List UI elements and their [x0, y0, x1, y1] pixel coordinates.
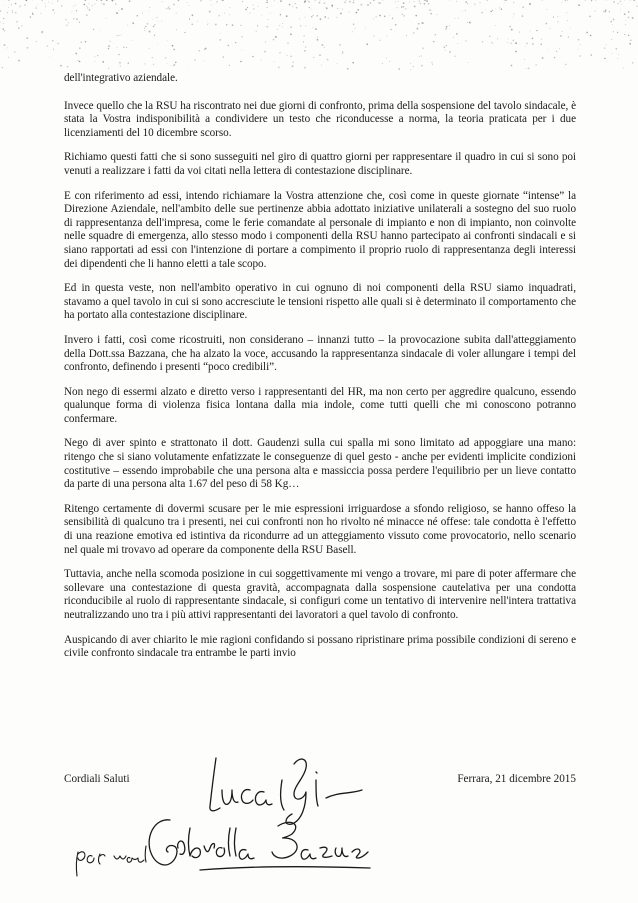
closing-salutation: Cordiali Saluti — [64, 773, 130, 785]
place-date: Ferrara, 21 dicembre 2015 — [457, 773, 576, 785]
paragraph: Auspicando di aver chiarito le mie ragioni confidando si possano ripristinare prima possibile condizioni di sereno e civile confronto sindacale tra entrambe le parti invio — [64, 633, 576, 660]
letter-body — [64, 72, 576, 672]
paragraph: Non nego di essermi alzato e diretto verso i rappresentanti del HR, ma non certo per aggredire qualcuno, essendo qualunque forma di violenza fisica lontana dalla mia indole, come tutti quelli che mi conoscono potranno confermare. — [64, 385, 576, 425]
paragraph: Nego di aver spinto e strattonato il dott. Gaudenzi sulla cui spalla mi sono limitato ad appoggiare una mano: ritengo che si siano volutamente enfatizzate le conseguenze di quel gesto - anche per evidenti implicite condizioni costitutive – essendo improbabile che una persona alta e massiccia possa perdere l'equilibrio per un lieve contatto da parte di una persona alta 1.67 del peso di 58 Kg… — [64, 437, 576, 491]
scan-noise-header — [0, 0, 638, 80]
signature-receipt — [140, 808, 380, 888]
paragraph: E con riferimento ad essi, intendo richiamare la Vostra attenzione che, così come in queste giornate “intense” la Direzione Aziendale, nell'ambito delle sue pertinenze abbia adottato iniziative unilaterali a sostegno del suo ruolo di rappresentanza dell'impresa, come le ferie comandate al personale di impianto e non di impianto, non coinvolte nelle squadre di emergenza, allo stesso modo i componenti della RSU hanno partecipato ai confronti sindacali e si siano rapportati ad essi con l'intenzione di portare a compimento il proprio ruolo di rappresentanza degli interessi dei dipendenti che li hanno eletti a tale scopo. — [64, 189, 576, 270]
paragraph: Invece quello che la RSU ha riscontrato nei due giorni di confronto, prima della sospensione del tavolo sindacale, è stata la Vostra indisponibilità a condividere un testo che riconducesse a norma, la teoria praticata per i due licenziamenti del 10 dicembre scorso. — [64, 99, 576, 139]
paragraph: Richiamo questi fatti che si sono susseguiti nel giro di quattro giorni per rappresentare il quadro in cui si sono poi venuti a realizzare i fatti da voi citati nella lettera di contestazione disciplinare. — [64, 151, 576, 177]
paragraph: Ed in questa veste, non nell'ambito operativo in cui ognuno di noi componenti della RSU siamo inquadrati, stavamo a quel tavolo in cui si sono accresciute le tensioni rispetto alle quali si è determinato il comportamento che ha portato alla contestazione disciplinare. — [64, 282, 576, 322]
paragraph: Tuttavia, anche nella scomoda posizione in cui soggettivamente mi vengo a trovare, mi pare di poter affermare che sollevare una contestazione di questa gravità, accompagnata dalla sospensione cautelativa per una condotta riconducibile al ruolo di rappresentante sindacale, si configuri come un tentativo di intervenire nell'intera trattativa neutralizzando uno tra i più attivi rappresentanti dei lavoratori a quel tavolo di confronto. — [64, 568, 576, 621]
paragraph: Ritengo certamente di dovermi scusare per le mie espressioni irriguardose a sfondo religioso, se hanno offeso la sensibilità di qualcuno tra i presenti, nei cui confronti non ho rivolto né minacce né offese: tale condotta è l'effetto di una reazione emotiva ed istintiva da ricondurre ad un atteggiamento vissuto come provocatorio, nello scenario nel quale mi trovavo ad operare da componente della RSU Basell. — [64, 502, 576, 556]
paragraph: Invero i fatti, così come ricostruiti, non considerano – innanzi tutto – la provocazione subita dall'atteggiamento della Dott.ssa Bazzana, che ha alzato la voce, accusando la rappresentanza sindacale di voler allungare i tempi del confronto, definendo i presenti “poco credibili”. — [64, 333, 576, 374]
paragraph: dell'integrativo aziendale. — [64, 72, 178, 84]
